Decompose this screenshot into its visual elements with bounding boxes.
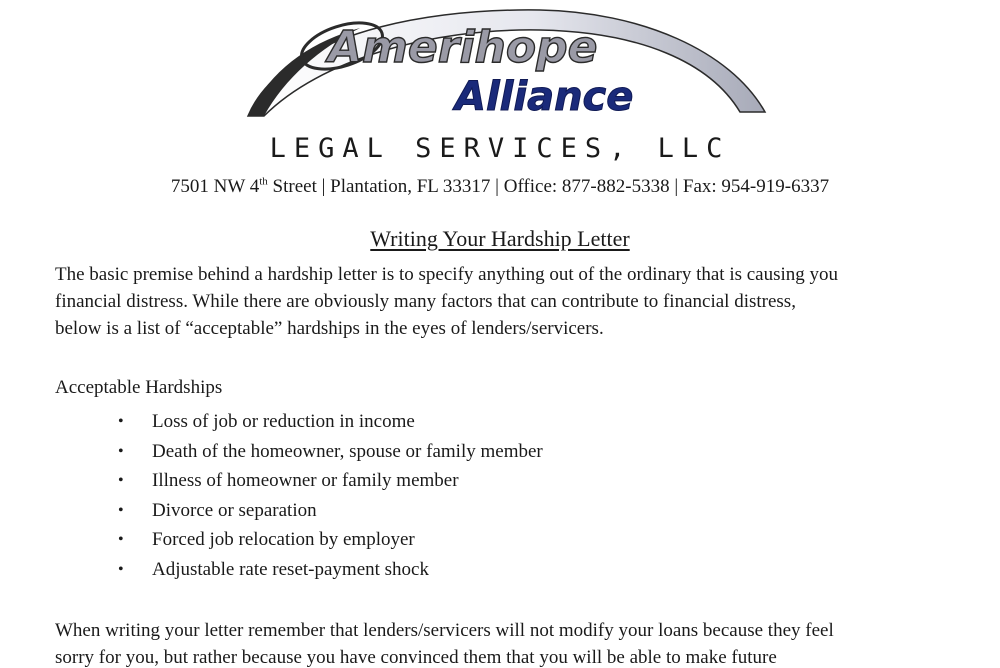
logo-swoosh-graphic [240,0,770,120]
list-item-text: Loss of job or reduction in income [152,411,415,432]
bullet-icon: • [118,413,124,430]
document-title: Writing Your Hardship Letter [370,226,630,251]
intro-line: below is a list of “acceptable” hardships in the eyes of lenders/servicers. [55,318,604,339]
logo-text-alliance: Alliance [455,74,634,120]
logo-text-amerihope: Amerihope [328,22,598,73]
intro-paragraph [55,261,965,342]
section-heading: Acceptable Hardships [55,377,223,398]
list-item-text: Illness of homeowner or family member [152,470,459,491]
list-item [118,466,543,496]
hardship-list [118,407,543,584]
address-suffix: Street | Plantation, FL 33317 | Office: 877-882-5338 | Fax: 954-919-6337 [267,176,830,197]
intro-line: The basic premise behind a hardship letter is to specify anything out of the ordinary that is causing you [55,264,839,285]
list-item-text: Death of the homeowner, spouse or family member [152,440,543,462]
list-item-text: Adjustable rate reset-payment shock [152,558,429,580]
list-item-text: Divorce or separation [152,499,317,521]
list-item-text: Forced job relocation by employer [152,529,415,550]
company-type: LEGAL SERVICES, LLC [269,133,731,164]
address-prefix: 7501 NW 4 [170,176,260,197]
company-logo [240,0,770,120]
closing-paragraph [55,617,965,668]
list-item [118,407,543,437]
closing-line: sorry for you, but rather because you have convinced them that you will be able to make future [55,647,777,668]
bullet-icon: • [118,501,124,519]
list-item [118,525,543,555]
list-item [118,437,543,467]
address-ordinal: th [259,175,268,188]
closing-line: When writing your letter remember that lenders/servicers will not modify your loans because they feel [55,620,834,641]
list-item [118,555,543,585]
bullet-icon: • [118,560,124,578]
list-item [118,496,543,526]
intro-line: financial distress. While there are obviously many factors that can contribute to financial distress, [55,291,796,312]
bullet-icon: • [118,472,124,489]
company-address [0,176,1000,198]
bullet-icon: • [118,531,124,548]
bullet-icon: • [118,442,124,460]
